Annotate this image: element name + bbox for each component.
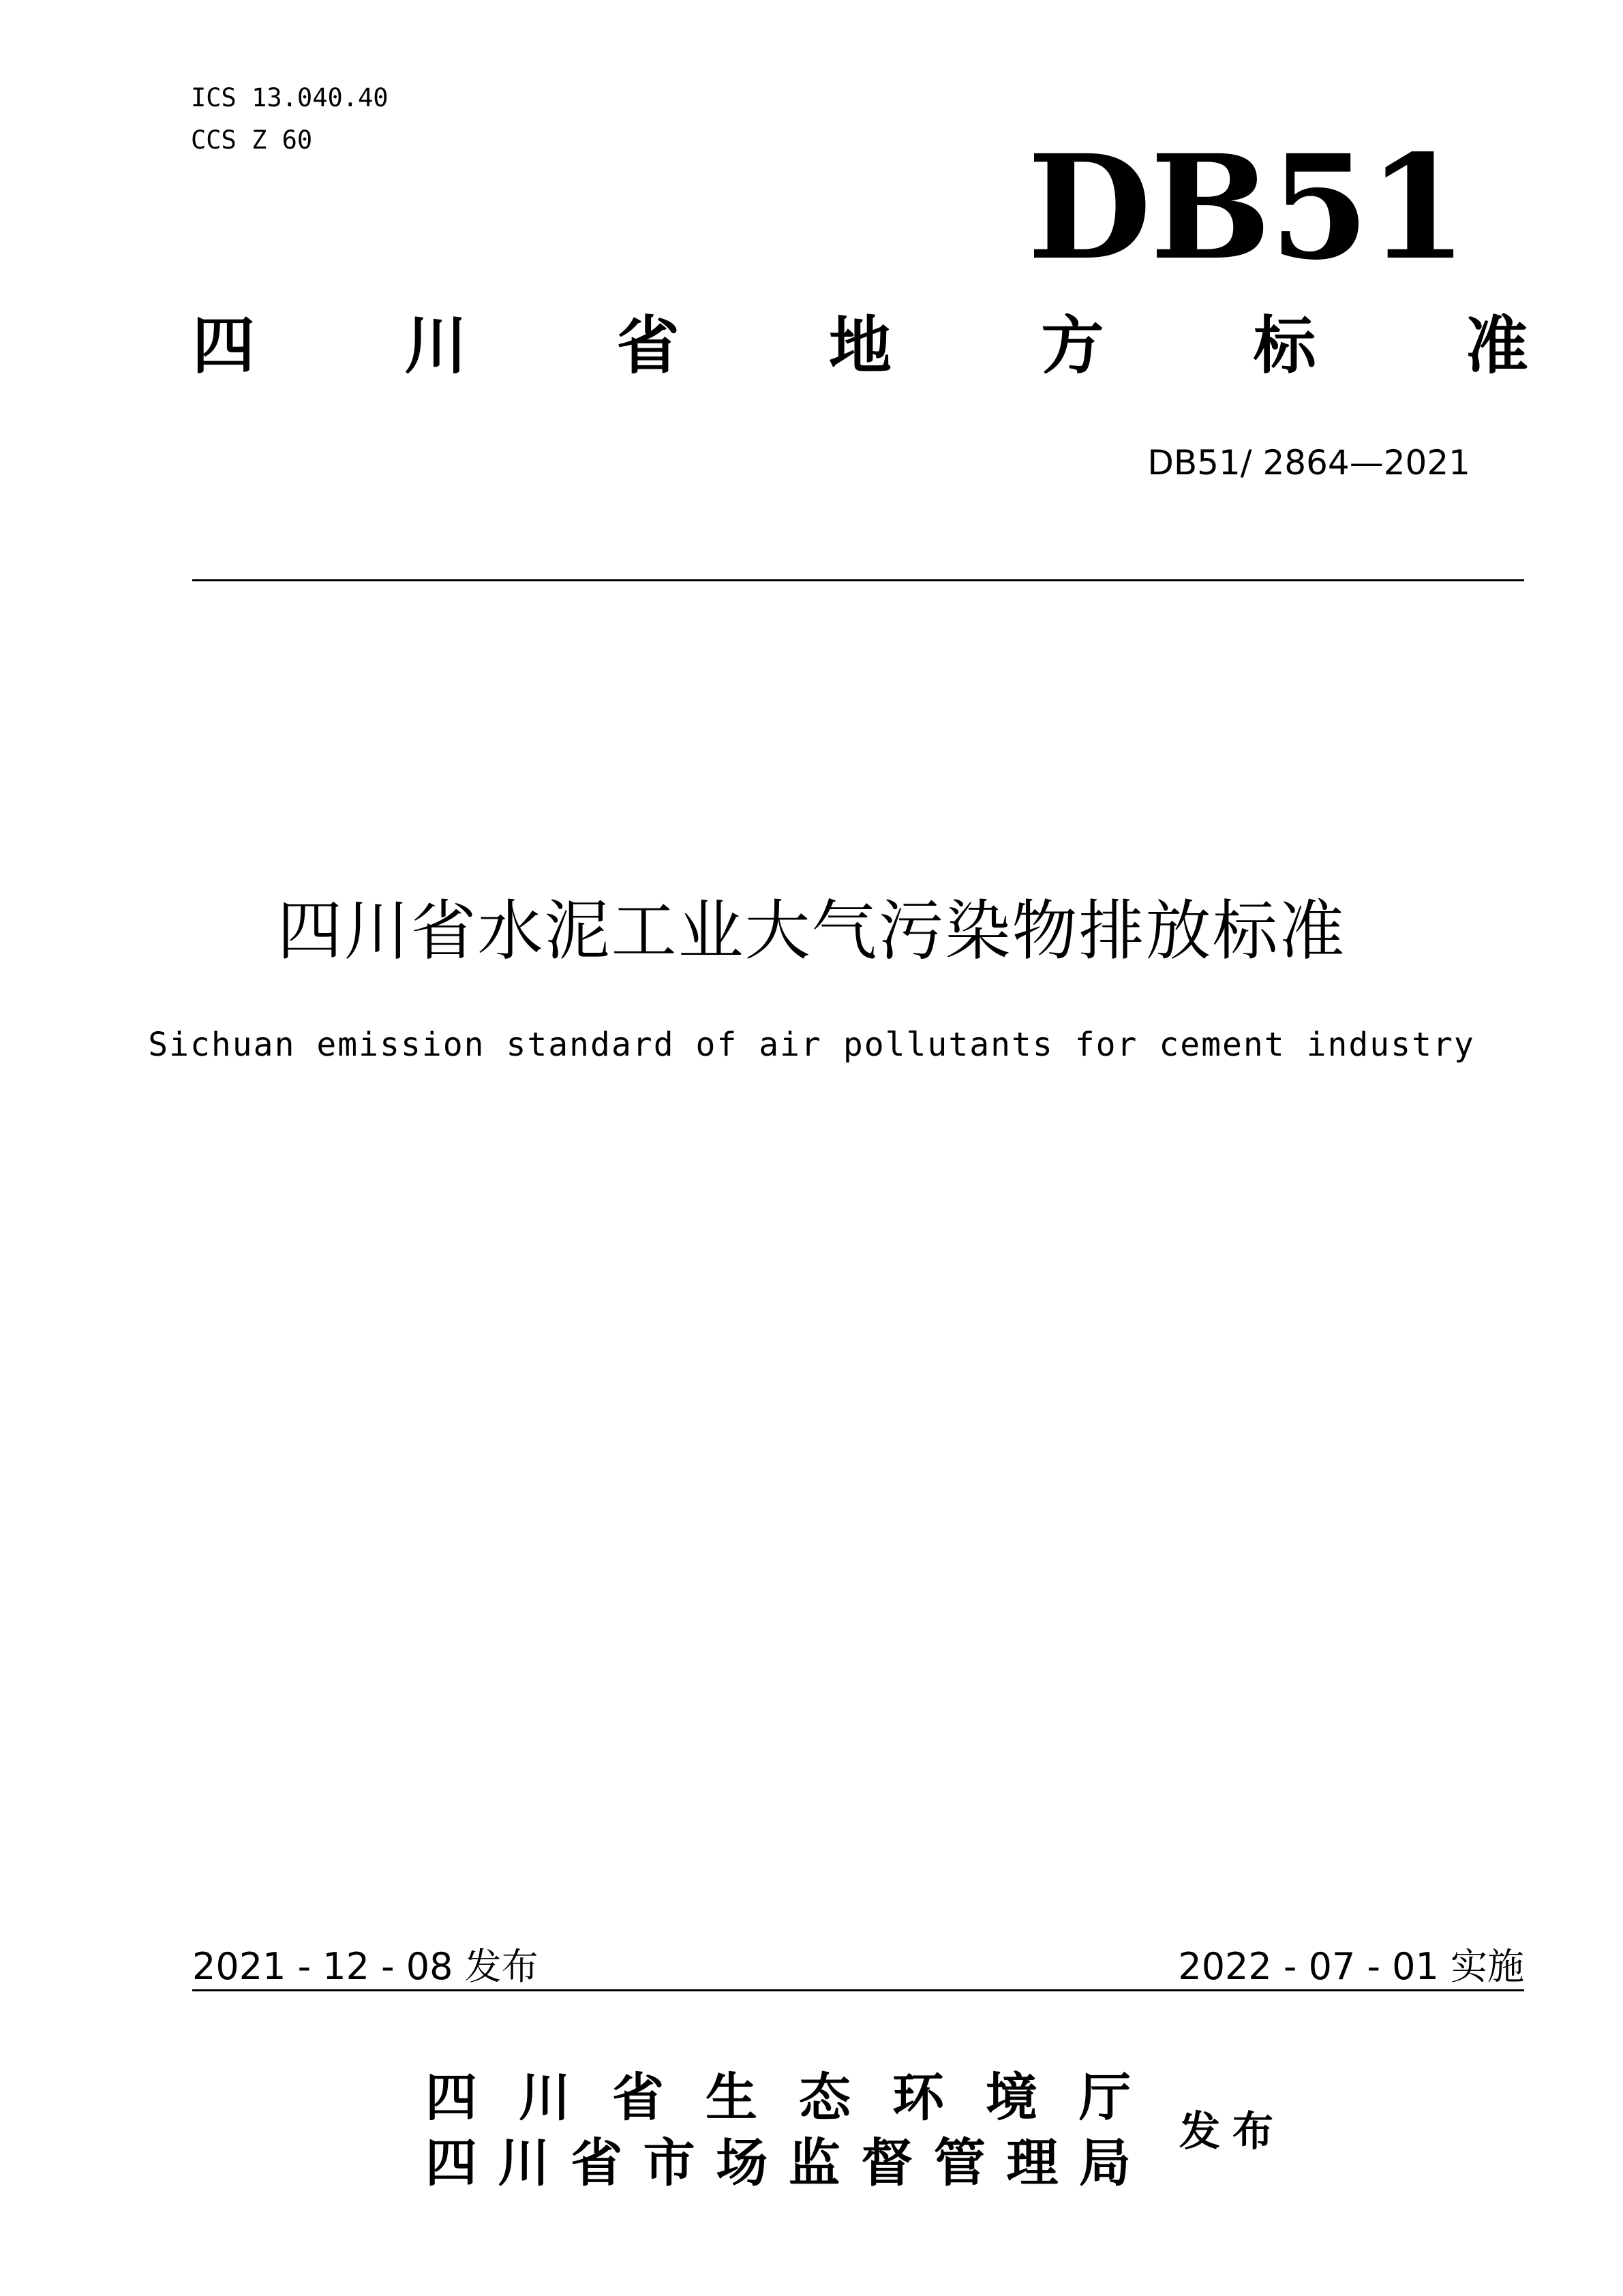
authority-char: 场 [716,2132,768,2193]
authority-char: 理 [1006,2132,1059,2193]
standard-code: DB51/ 2864—2021 [1147,443,1470,483]
authority-char: 生 [706,2067,757,2128]
authority-char: 监 [788,2132,840,2193]
heading-char: 方 [1041,309,1104,382]
authority-char: 川 [498,2132,550,2193]
top-divider [192,579,1524,581]
issuing-authority-1 [425,2067,1131,2128]
authority-char: 环 [892,2067,944,2128]
heading-char: 四 [192,309,256,382]
issuing-authority-2 [425,2132,1131,2193]
document-title-en: Sichuan emission standard of air pollutants for cement industry [148,1026,1475,1064]
heading-char: 地 [828,309,892,382]
authority-char: 境 [986,2067,1037,2128]
authority-char: 态 [799,2067,851,2128]
authority-char: 管 [933,2132,986,2193]
issue-date: 2021 - 12 - 08 发布 [192,1945,539,1988]
heading-char: 川 [404,309,468,382]
ccs-code: CCS Z 60 [191,125,313,155]
heading-char: 标 [1253,309,1316,382]
local-standard-heading [192,309,1528,382]
bottom-divider [192,1989,1524,1991]
authority-char: 厅 [1079,2067,1131,2128]
ics-code: ICS 13.040.40 [191,83,389,112]
db-logo: DB51 [1027,123,1466,292]
authority-char: 四 [425,2067,477,2128]
heading-char: 省 [616,309,680,382]
authority-char: 省 [612,2067,664,2128]
authority-char: 督 [861,2132,913,2193]
authority-char: 局 [1078,2132,1131,2193]
authority-char: 省 [571,2132,623,2193]
authority-char: 市 [643,2132,695,2193]
document-title-zh: 四川省水泥工业大气污染物排放标准 [277,893,1346,969]
heading-char: 准 [1465,309,1528,382]
publish-label: 发布 [1179,2108,1286,2156]
authority-char: 川 [519,2067,571,2128]
implementation-date: 2022 - 07 - 01 实施 [1178,1945,1524,1988]
authority-char: 四 [425,2132,477,2193]
